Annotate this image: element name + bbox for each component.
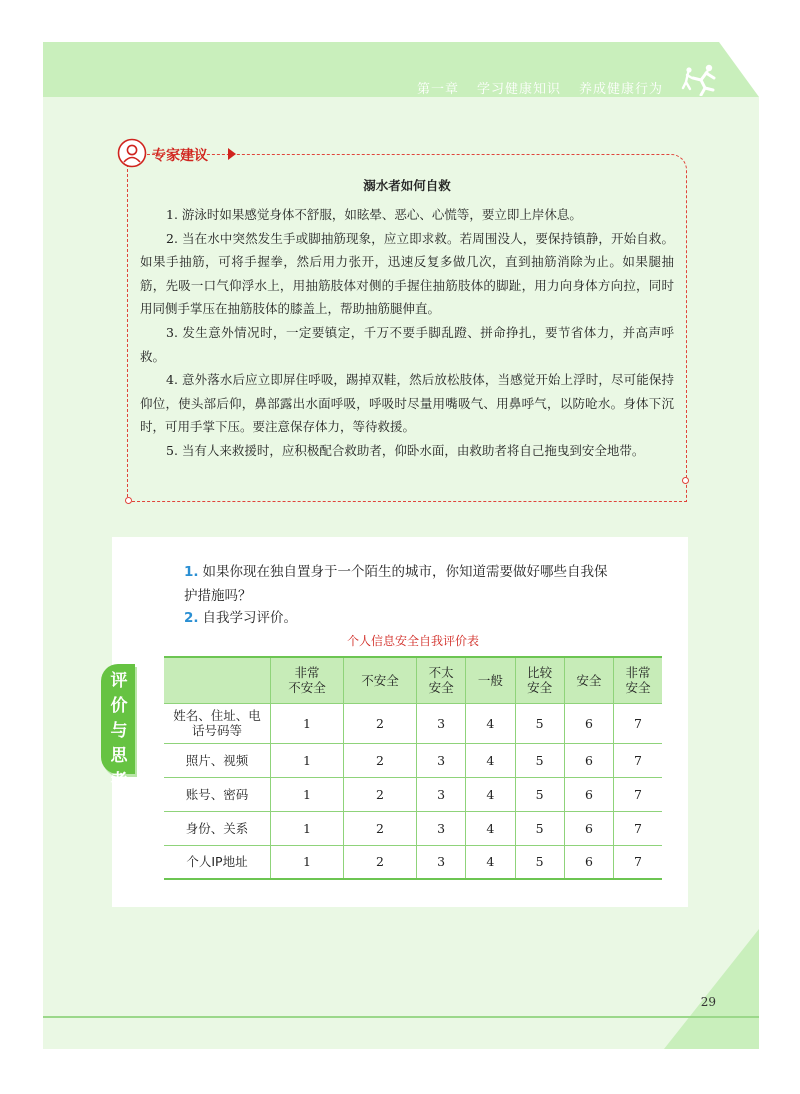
rating-cell[interactable]: 3 xyxy=(416,845,465,879)
advice-paragraph: 5. 当有人来救援时，应积极配合救助者，仰卧水面，由救助者将自己拖曳到安全地带。 xyxy=(166,442,645,458)
rating-cell[interactable]: 7 xyxy=(614,845,662,879)
row-label: 身份、关系 xyxy=(164,811,271,845)
chapter-heading xyxy=(417,78,663,97)
column-header: 不太 安全 xyxy=(416,657,465,703)
rating-cell[interactable]: 1 xyxy=(271,743,344,777)
evaluation-tab-label: 评价与思考 xyxy=(110,671,128,791)
footer-corner xyxy=(664,929,759,1049)
chapter-subtitle: 养成健康行为 xyxy=(578,82,663,97)
rating-cell[interactable]: 2 xyxy=(343,811,416,845)
row-label: 姓名、住址、电话号码等 xyxy=(164,703,271,743)
chapter-title: 学习健康知识 xyxy=(476,82,561,97)
rating-cell[interactable]: 6 xyxy=(564,703,613,743)
rating-cell[interactable]: 7 xyxy=(614,777,662,811)
rating-cell[interactable]: 5 xyxy=(515,845,564,879)
table-row xyxy=(164,777,662,811)
rating-cell[interactable]: 5 xyxy=(515,777,564,811)
rating-cell[interactable]: 7 xyxy=(614,703,662,743)
footer-line xyxy=(43,1016,759,1018)
question-number: 2. xyxy=(184,610,199,626)
question-number: 1. xyxy=(184,564,199,580)
table-row xyxy=(164,703,662,743)
table-row xyxy=(164,743,662,777)
rating-cell[interactable]: 3 xyxy=(416,811,465,845)
rating-cell[interactable]: 1 xyxy=(271,845,344,879)
question-text: 如果你现在独自置身于一个陌生的城市，你知道需要做好哪些自我保护措施吗？ xyxy=(184,564,608,604)
advice-paragraph: 2. 当在水中突然发生手或脚抽筋现象，应立即求救。若周围没人，要保持镇静，开始自救。如果手抽筋，可将手握拳，然后用力张开，迅速反复多做几次，直到抽筋消除为止。如果腿抽筋，先吸一口气仰浮水上，用抽筋肢体对侧的手握住抽筋肢体的脚趾，用力向身体方向拉，同时用同侧手掌压在抽筋肢体的膝盖上，帮助抽筋腿伸直。 xyxy=(140,230,674,317)
rating-cell[interactable]: 2 xyxy=(343,777,416,811)
row-label: 照片、视频 xyxy=(164,743,271,777)
column-header: 非常 不安全 xyxy=(271,657,344,703)
column-header: 非常 安全 xyxy=(614,657,662,703)
page-number: 29 xyxy=(700,995,716,1009)
rating-cell[interactable]: 7 xyxy=(614,811,662,845)
question-text: 自我学习评价。 xyxy=(202,610,298,626)
table-row xyxy=(164,845,662,879)
advice-title: 溺水者如何自救 xyxy=(363,178,451,193)
box-corner-dot xyxy=(125,497,132,504)
column-header: 比较 安全 xyxy=(515,657,564,703)
self-evaluation-table xyxy=(164,656,662,880)
rating-cell[interactable]: 4 xyxy=(466,743,515,777)
rating-cell[interactable]: 4 xyxy=(466,845,515,879)
box-corner-dot xyxy=(682,477,689,484)
rating-cell[interactable]: 2 xyxy=(343,703,416,743)
rating-cell[interactable]: 6 xyxy=(564,845,613,879)
rating-cell[interactable]: 3 xyxy=(416,703,465,743)
rating-cell[interactable]: 4 xyxy=(466,777,515,811)
rating-cell[interactable]: 4 xyxy=(466,811,515,845)
chapter-number: 第一章 xyxy=(416,82,459,97)
row-label: 账号、密码 xyxy=(164,777,271,811)
rating-cell[interactable]: 6 xyxy=(564,777,613,811)
column-header: 不安全 xyxy=(343,657,416,703)
table-header-row xyxy=(164,657,662,703)
question-2 xyxy=(184,606,297,630)
header-blank-cell xyxy=(164,657,271,703)
rating-cell[interactable]: 5 xyxy=(515,743,564,777)
advice-body xyxy=(140,203,674,463)
rating-cell[interactable]: 7 xyxy=(614,743,662,777)
rating-cell[interactable]: 2 xyxy=(343,743,416,777)
column-header: 一般 xyxy=(466,657,515,703)
rating-cell[interactable]: 5 xyxy=(515,811,564,845)
rating-cell[interactable]: 1 xyxy=(271,777,344,811)
rating-cell[interactable]: 1 xyxy=(271,811,344,845)
play-arrow-icon xyxy=(228,148,236,160)
header-corner xyxy=(719,42,759,97)
advice-paragraph: 1. 游泳时如果感觉身体不舒服，如眩晕、恶心、心慌等，要立即上岸休息。 xyxy=(166,207,582,222)
table-row xyxy=(164,811,662,845)
advice-paragraph: 4. 意外落水后应立即屏住呼吸，踢掉双鞋，然后放松肢体，当感觉开始上浮时，尽可能保持仰位，使头部后仰，鼻部露出水面呼吸，呼吸时尽量用嘴吸气、用鼻呼气，以防呛水。身体下沉时，可用手掌下压。要注意保存体力，等待救援。 xyxy=(140,372,674,435)
advice-paragraph: 3. 发生意外情况时，一定要镇定，千万不要手脚乱蹬、拼命挣扎，要节省体力，并高声呼救。 xyxy=(140,324,674,364)
rating-cell[interactable]: 3 xyxy=(416,777,465,811)
row-label: 个人IP地址 xyxy=(164,845,271,879)
rating-cell[interactable]: 6 xyxy=(564,743,613,777)
rating-cell[interactable]: 3 xyxy=(416,743,465,777)
rating-cell[interactable]: 6 xyxy=(564,811,613,845)
question-1 xyxy=(184,560,614,608)
rating-cell[interactable]: 4 xyxy=(466,703,515,743)
expert-avatar-icon xyxy=(117,138,147,168)
runner-icon xyxy=(681,64,721,96)
expert-advice-label: 专家建议 xyxy=(152,148,208,164)
column-header: 安全 xyxy=(564,657,613,703)
rating-cell[interactable]: 2 xyxy=(343,845,416,879)
table-title: 个人信息安全自我评价表 xyxy=(346,634,479,648)
rating-cell[interactable]: 5 xyxy=(515,703,564,743)
rating-cell[interactable]: 1 xyxy=(271,703,344,743)
